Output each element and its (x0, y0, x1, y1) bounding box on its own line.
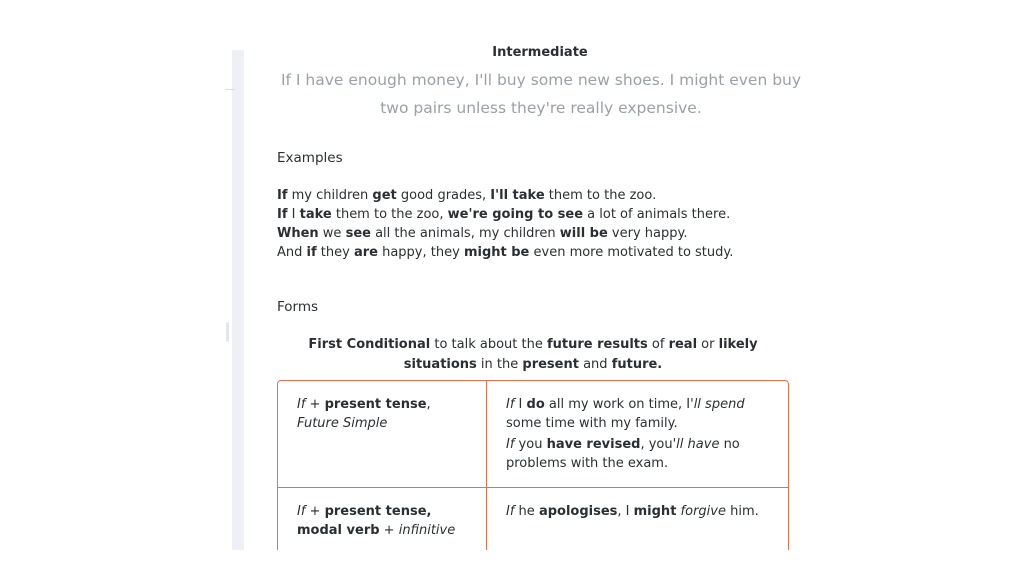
text-run: all my work on time, I (544, 397, 691, 412)
intro-text: If I have enough money, I'll buy some new shoes. I might even buy two pairs unless they're really expensive. (280, 71, 802, 117)
text-run: If (506, 437, 515, 452)
text-run: in the (476, 356, 523, 372)
examples-list (277, 186, 733, 262)
text-run: If (297, 397, 306, 412)
text-run: future results (547, 337, 648, 352)
left-rail (232, 50, 244, 550)
text-run: them to the zoo, (331, 207, 448, 222)
rail-handle[interactable] (226, 322, 229, 342)
text-run: a lot of animals there. (583, 207, 731, 222)
text-run: you (514, 437, 547, 452)
example-sentence-4 (277, 243, 733, 262)
text-run: we're going to see (447, 207, 584, 222)
text-run: if (306, 245, 317, 260)
text-run: happy, they (377, 245, 464, 260)
text-run: forgive (680, 504, 726, 519)
text-run: to talk about the (430, 337, 547, 352)
text-run: + (379, 523, 399, 538)
text-run: of (647, 337, 669, 352)
level-label: Intermediate (492, 45, 588, 60)
text-run: get (372, 188, 397, 203)
text-run: even more motivated to study. (529, 245, 734, 260)
text-run: see (345, 226, 371, 241)
text-run: I (514, 397, 527, 412)
text-run: If (506, 397, 515, 412)
text-run: If (277, 207, 288, 222)
example-sentence (506, 502, 770, 521)
text-run: are (353, 245, 378, 260)
form-example-cell (487, 381, 788, 487)
text-run: do (526, 397, 545, 412)
text-run: , (426, 397, 431, 412)
example-sentence (506, 395, 770, 433)
text-run: some time with my family. (506, 416, 678, 431)
text-run: Future Simple (297, 416, 388, 431)
text-run: If (506, 504, 515, 519)
text-run: might be (463, 245, 530, 260)
text-run: present tense, modal verb (297, 504, 432, 538)
text-run: , I (617, 504, 634, 519)
rail-divider (225, 89, 235, 90)
text-run: future. (611, 356, 663, 372)
text-run: likely situations (403, 337, 758, 372)
examples-heading: Examples (277, 150, 343, 166)
text-run: If (297, 504, 306, 519)
text-run: they (316, 245, 354, 260)
text-run: infinitive (398, 523, 456, 538)
example-sentence-2 (277, 205, 733, 224)
text-run: If (277, 188, 288, 203)
text-run: 'll spend (690, 397, 745, 412)
text-run: them to the zoo. (544, 188, 657, 203)
example-sentence-3 (277, 224, 733, 243)
text-run: apologises (538, 504, 618, 519)
text-run: very happy. (607, 226, 688, 241)
text-run: present tense (324, 397, 427, 412)
text-run: + (305, 397, 325, 412)
text-run: present (522, 356, 579, 372)
forms-heading: Forms (277, 299, 319, 315)
text-run: And (277, 245, 307, 260)
text-run: take (299, 207, 332, 222)
text-run: , you (640, 437, 673, 452)
example-sentence (506, 435, 770, 473)
text-run: + (305, 504, 325, 519)
text-run: him. (725, 504, 759, 519)
text-run: no problems with the exam. (506, 437, 740, 471)
text-run: I'll take (490, 188, 545, 203)
text-run: 'll have (672, 437, 720, 452)
forms-table (277, 380, 789, 560)
text-run: First Conditional (308, 337, 431, 352)
text-run: I (287, 207, 300, 222)
text-run: all the animals, my children (370, 226, 560, 241)
form-structure-cell (278, 381, 487, 487)
text-run: good grades, (396, 188, 491, 203)
text-run: have revised (546, 437, 641, 452)
text-run: my children (287, 188, 373, 203)
text-run: will be (559, 226, 608, 241)
text-run: When (277, 226, 319, 241)
page-cutoff (230, 550, 830, 574)
text-run: and (578, 356, 612, 372)
text-run: we (318, 226, 346, 241)
text-run: or (697, 337, 719, 352)
text-run: real (668, 337, 698, 352)
text-run: might (633, 504, 677, 519)
table-row (278, 381, 788, 488)
example-sentence-1 (277, 186, 733, 205)
forms-caption (277, 335, 789, 374)
text-run: he (514, 504, 539, 519)
